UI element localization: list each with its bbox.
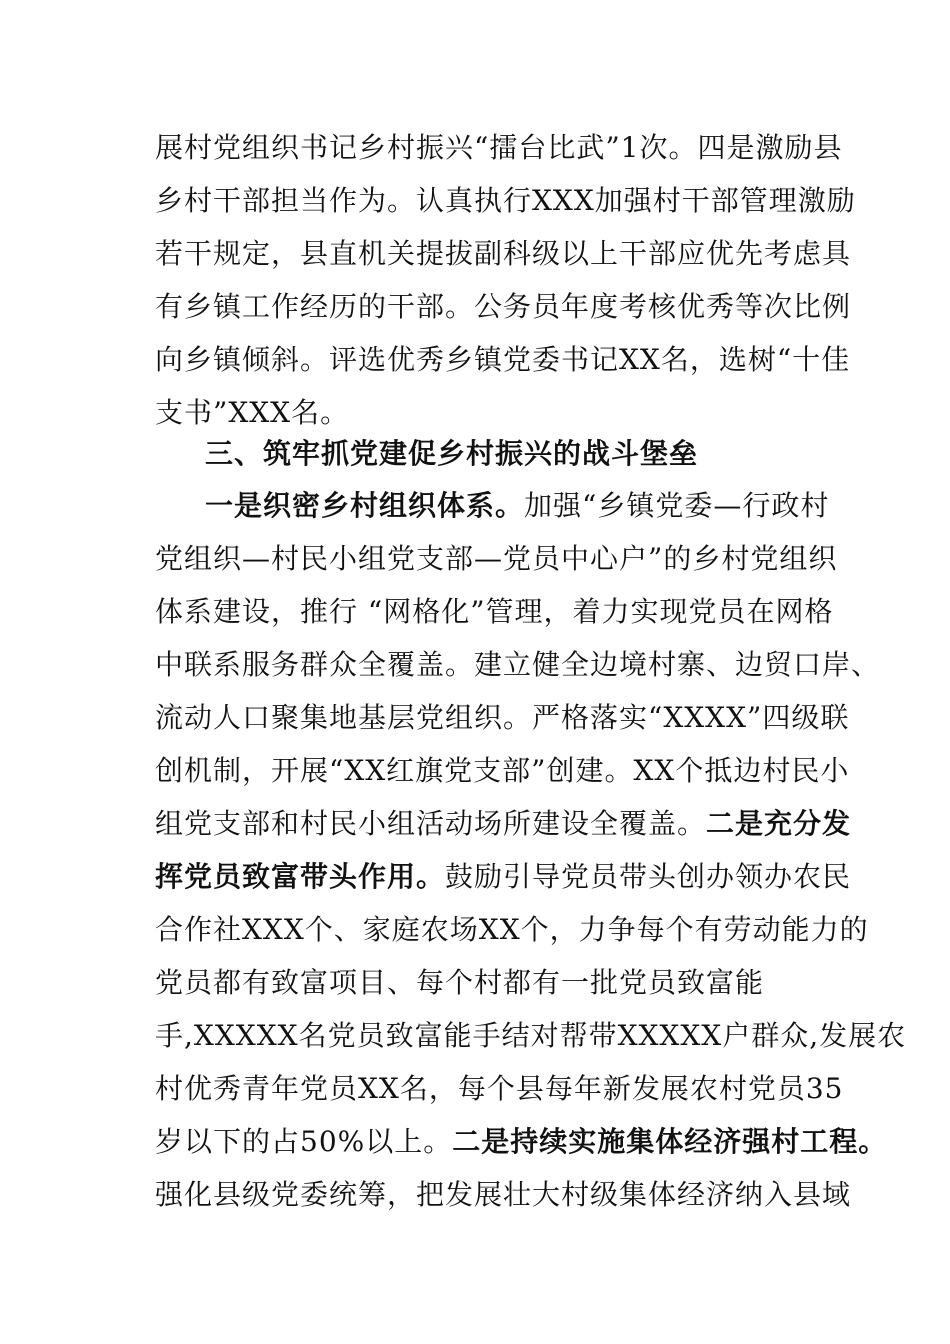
body-text-line: 支书”XXX名。 <box>155 396 350 429</box>
body-text: 鼓励引导党员带头创办领办农民 <box>445 860 852 893</box>
body-text-line: 展村党组织书记乡村振兴“擂台比武”1次。四是激励县 <box>155 131 843 164</box>
body-text-line: 创机制，开展“XX红旗党支部”创建。XX个抵边村民小 <box>155 754 850 787</box>
body-text: 岁以下的占50%以上。 <box>155 1125 453 1158</box>
body-text-line: 合作社XXX个、家庭农场XX个，力争每个有劳动能力的 <box>155 913 869 946</box>
body-text-line: 村优秀青年党员XX名，每个县每年新发展农村党员35 <box>155 1072 844 1105</box>
body-text-line: 有乡镇工作经历的干部。公务员年度考核优秀等次比例 <box>155 290 852 323</box>
body-text-line: 体系建设，推行 “网格化”管理，着力实现党员在网格 <box>155 595 834 628</box>
section-heading: 三、筑牢抓党建促乡村振兴的战斗堡垒 <box>205 437 699 470</box>
body-text-line: 流动人口聚集地基层党组织。严格落实“XXXX”四级联 <box>155 701 850 734</box>
mixed-text-line <box>155 1124 887 1160</box>
body-text-line: 若干规定，县直机关提拔副科级以上干部应优先考虑具 <box>155 237 852 270</box>
body-text: 组党支部和村民小组活动场所建设全覆盖。 <box>155 807 707 840</box>
bold-lead: 挥党员致富带头作用。 <box>155 860 446 893</box>
body-text-line: 党组织—村民小组党支部—党员中心户”的乡村党组织 <box>155 542 838 575</box>
body-text-line: 强化县级党委统筹，把发展壮大村级集体经济纳入县域 <box>155 1178 852 1211</box>
bold-lead: 二是持续实施集体经济强村工程。 <box>452 1125 888 1158</box>
paragraph-first-line <box>205 488 829 524</box>
mixed-text-line <box>155 859 851 895</box>
body-text: 加强“乡镇党委—行政村 <box>524 489 830 522</box>
body-text-line: 手,XXXXX名党员致富能手结对帮带XXXXX户群众,发展农 <box>155 1019 907 1052</box>
body-text-line: 向乡镇倾斜。评选优秀乡镇党委书记XX名，选树“十佳 <box>155 343 851 376</box>
body-text-line: 中联系服务群众全覆盖。建立健全边境村寨、边贸口岸、 <box>155 648 881 681</box>
bold-lead: 二是充分发 <box>706 807 852 840</box>
body-text-line: 党员都有致富项目、每个村都有一批党员致富能 <box>155 966 765 999</box>
bold-lead: 一是织密乡村组织体系。 <box>205 489 525 522</box>
mixed-text-line <box>155 806 851 842</box>
body-text-line: 乡村干部担当作为。认真执行XXX加强村干部管理激励 <box>155 184 856 217</box>
